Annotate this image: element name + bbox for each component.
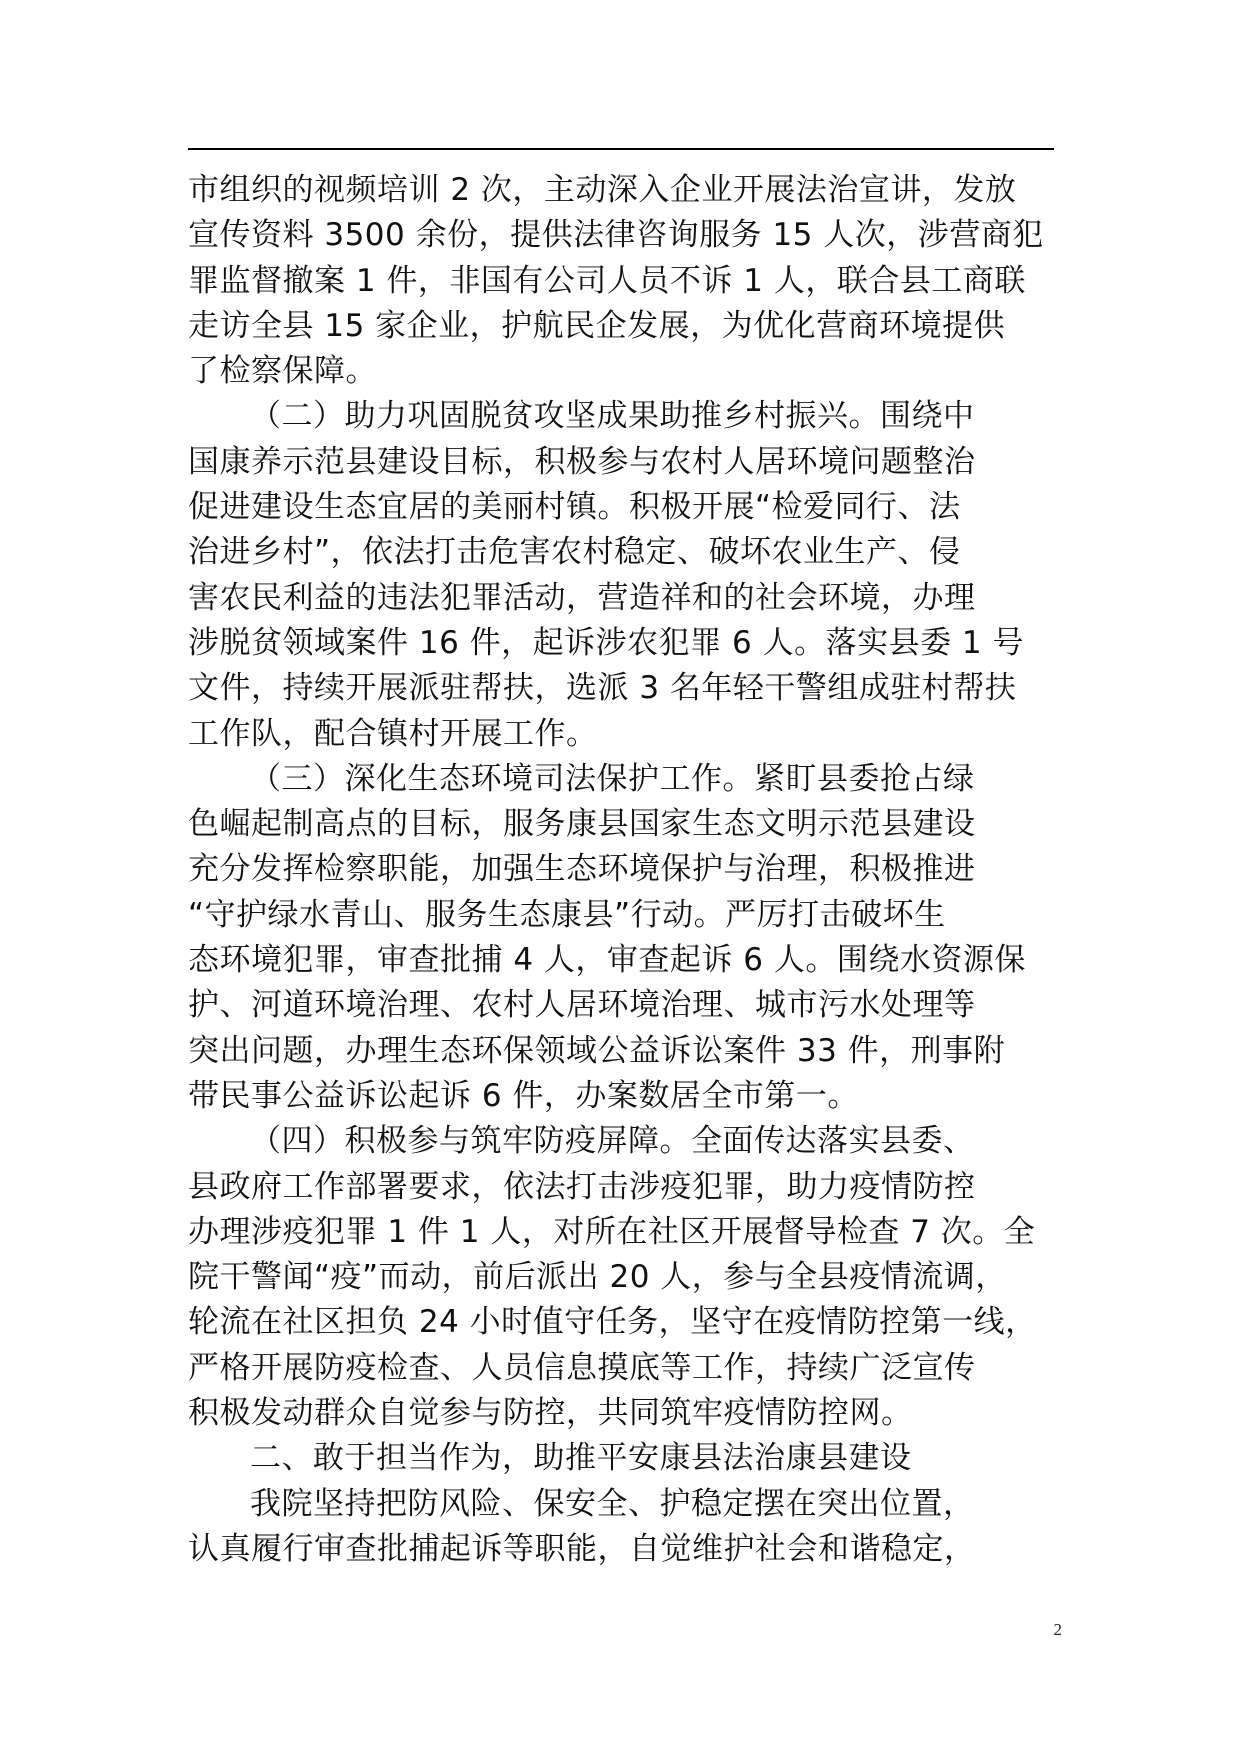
text-line: 罪监督撤案 1 件，非国有公司人员不诉 1 人，联合县工商联 bbox=[188, 262, 1026, 299]
text-line: 二、敢于担当作为，助推平安康县法治康县建设 bbox=[250, 1440, 912, 1477]
text-line: 院干警闻“疫”而动，前后派出 20 人，参与全县疫情流调， bbox=[188, 1259, 1007, 1296]
text-line: 认真履行审查批捕起诉等职能，自觉维护社会和谐稳定， bbox=[188, 1530, 976, 1567]
text-line: 工作队，配合镇村开展工作。 bbox=[188, 715, 598, 752]
text-line: 轮流在社区担负 24 小时值守任务，坚守在疫情防控第一线， bbox=[188, 1304, 1037, 1341]
text-line: 走访全县 15 家企业，护航民企发展，为优化营商环境提供 bbox=[188, 307, 1006, 344]
text-line: 国康养示范县建设目标，积极参与农村人居环境问题整治 bbox=[188, 443, 976, 480]
page-number: 2 bbox=[1053, 1620, 1062, 1639]
text-line: 市组织的视频培训 2 次，主动深入企业开展法治宣讲，发放 bbox=[188, 172, 1017, 208]
text-line: 县政府工作部署要求，依法打击涉疫犯罪，助力疫情防控 bbox=[188, 1168, 976, 1205]
text-line: （四）积极参与筑牢防疫屏障。全面传达落实县委、 bbox=[250, 1123, 975, 1160]
text-line: 了检察保障。 bbox=[188, 353, 377, 390]
text-line: 色崛起制高点的目标，服务康县国家生态文明示范县建设 bbox=[188, 806, 976, 843]
document-body bbox=[188, 168, 1088, 1572]
text-line: 突出问题，办理生态环保领域公益诉讼案件 33 件，刑事附 bbox=[188, 1032, 1006, 1069]
text-line: 涉脱贫领域案件 16 件，起诉涉农犯罪 6 人。落实县委 1 号 bbox=[188, 624, 1025, 661]
text-line: 办理涉疫犯罪 1 件 1 人，对所在社区开展督导检查 7 次。全 bbox=[188, 1213, 1036, 1250]
text-line: 护、河道环境治理、农村人居环境治理、城市污水处理等 bbox=[188, 987, 976, 1024]
text-line: 我院坚持把防风险、保安全、护稳定摆在突出位置， bbox=[250, 1485, 975, 1522]
text-line: 文件，持续开展派驻帮扶，选派 3 名年轻干警组成驻村帮扶 bbox=[188, 670, 1017, 707]
text-line: 充分发挥检察职能，加强生态环境保护与治理，积极推进 bbox=[188, 851, 976, 888]
text-line: 严格开展防疫检查、人员信息摸底等工作，持续广泛宣传 bbox=[188, 1349, 976, 1386]
text-line: 积极发动群众自觉参与防控，共同筑牢疫情防控网。 bbox=[188, 1395, 913, 1432]
header-rule bbox=[188, 148, 1054, 150]
text-line: 带民事公益诉讼起诉 6 件，办案数居全市第一。 bbox=[188, 1077, 859, 1114]
text-line: 促进建设生态宜居的美丽村镇。积极开展“检爱同行、法 bbox=[188, 489, 961, 526]
text-line: 宣传资料 3500 余份，提供法律咨询服务 15 人次，涉营商犯 bbox=[188, 217, 1044, 254]
text-line: （二）助力巩固脱贫攻坚成果助推乡村振兴。围绕中 bbox=[250, 398, 975, 435]
text-line: 态环境犯罪，审查批捕 4 人，审查起诉 6 人。围绕水资源保 bbox=[188, 942, 1026, 979]
text-line: “守护绿水青山、服务生态康县”行动。严厉打击破坏生 bbox=[188, 896, 946, 933]
text-line: 治进乡村”，依法打击危害农村稳定、破坏农业生产、侵 bbox=[188, 534, 961, 571]
text-line: （三）深化生态环境司法保护工作。紧盯县委抢占绿 bbox=[250, 760, 975, 797]
text-line: 害农民利益的违法犯罪活动，营造祥和的社会环境，办理 bbox=[188, 579, 976, 616]
